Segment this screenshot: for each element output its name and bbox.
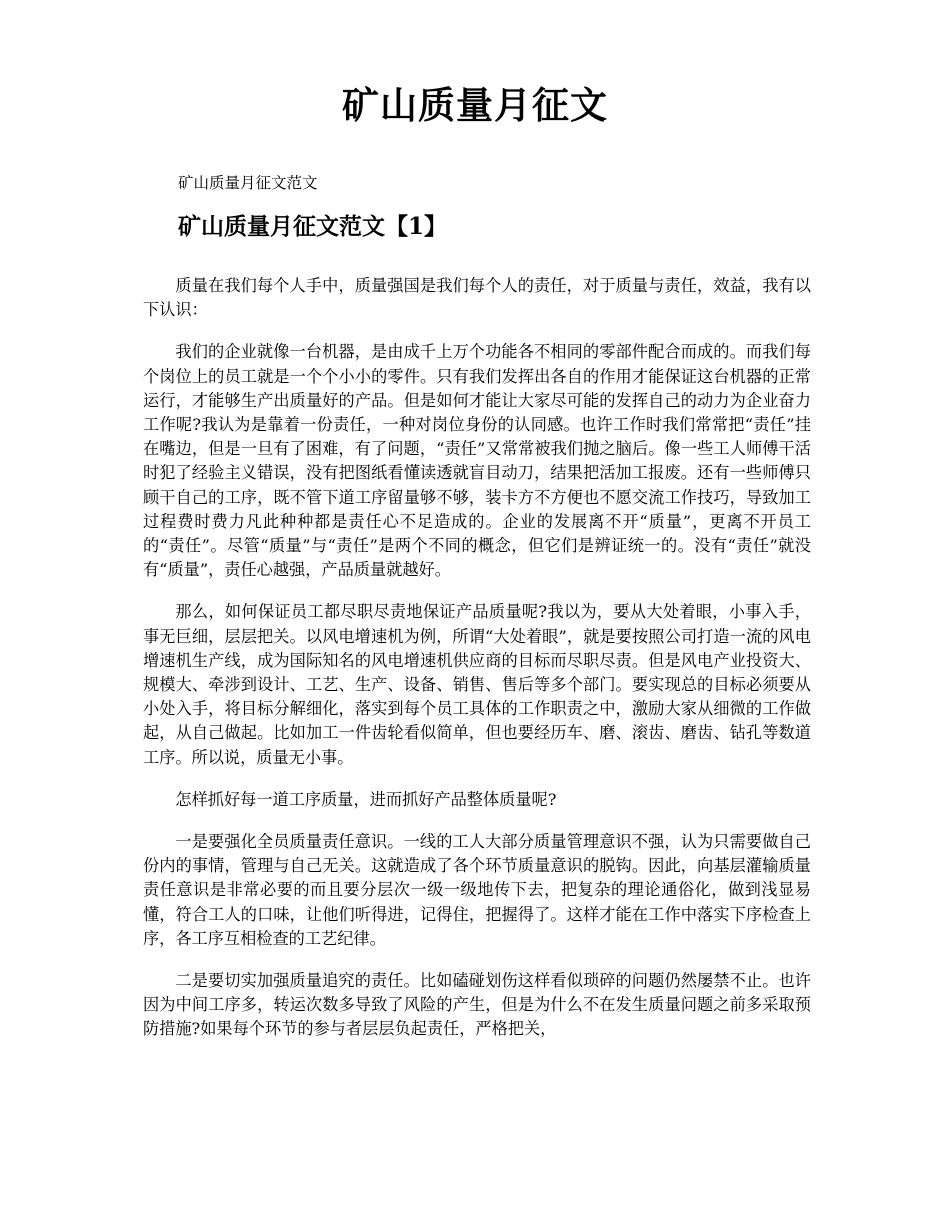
paragraph-4: 怎样抓好每一道工序质量，进而抓好产品整体质量呢? <box>175 789 557 809</box>
paragraph-2: 我们的企业就像一台机器，是由成千上万个功能各不相同的零部件配合而成的。而我们每个岗位上的员工就是一个个小小的零件。只有我们发挥出各自的作用才能保证这台机器的正常运行，才能够生产出质量好的产品。但是如何才能让大家尽可能的发挥自己的动力为企业奋力工作呢?我认为是靠着一份责任，一种对岗位身份的认同感。也许工作时我们常常把“责任”挂在嘴边，但是一旦有了困难，有了问题，“责任”又常常被我们抛之脑后。像一些工人师傅干活时犯了经验主义错误，没有把图纸看懂读透就盲目动刀，结果把活加工报废。还有一些师傅只顾干自己的工序，既不管下道工序留量够不够，装卡方不方便也不愿交流工作技巧，导致加工过程费时费力凡此种种都是责任心不足造成的。企业的发展离不开“质量”，更离不开员工的“责任”。尽管“质量”与“责任”是两个不同的概念，但它们是辨证统一的。没有“责任”就没有“质量”，责任心越强，产品质量就越好。 <box>143 342 811 580</box>
paragraph-1: 质量在我们每个人手中，质量强国是我们每个人的责任，对于质量与责任，效益，我有以下认识： <box>143 276 811 320</box>
paragraph-3: 那么，如何保证员工都尽职尽责地保证产品质量呢?我以为，要从大处着眼，小事入手，事无巨细，层层把关。以风电增速机为例，所谓“大处着眼”，就是要按照公司打造一流的风电增速机生产线，成为国际知名的风电增速机供应商的目标而尽职尽责。但是风电产业投资大、规模大、牵涉到设计、工艺、生产、设备、销售、售后等多个部门。要实现总的目标必须要从小处入手，将目标分解细化，落实到每个员工具体的工作职责之中，激励大家从细微的工作做起，从自己做起。比如加工一件齿轮看似简单，但也要经历车、磨、滚齿、磨齿、钻孔等数道工序。所以说，质量无小事。 <box>143 602 811 767</box>
document-title: 矿山质量月征文 <box>342 83 608 127</box>
document-body <box>143 274 811 1060</box>
section-heading: 矿山质量月征文范文【1】 <box>178 213 448 240</box>
paragraph-6: 二是要切实加强质量追究的责任。比如磕碰划伤这样看似琐碎的问题仍然屡禁不止。也许因为中间工序多，转运次数多导致了风险的产生，但是为什么不在发生质量问题之前多采取预防措施?如果每个环节的参与者层层负起责任，严格把关， <box>143 971 811 1039</box>
paragraph-5: 一是要强化全员质量责任意识。一线的工人大部分质量管理意识不强，认为只需要做自己份内的事情，管理与自己无关。这就造成了各个环节质量意识的脱钩。因此，向基层灌输质量责任意识是非常必要的而且要分层次一级一级地传下去，把复杂的理论通俗化，做到浅显易懂，符合工人的口味，让他们听得进，记得住，把握得了。这样才能在工作中落实下序检查上序，各工序互相检查的工艺纪律。 <box>143 832 811 948</box>
document-subtitle: 矿山质量月征文范文 <box>178 174 318 192</box>
